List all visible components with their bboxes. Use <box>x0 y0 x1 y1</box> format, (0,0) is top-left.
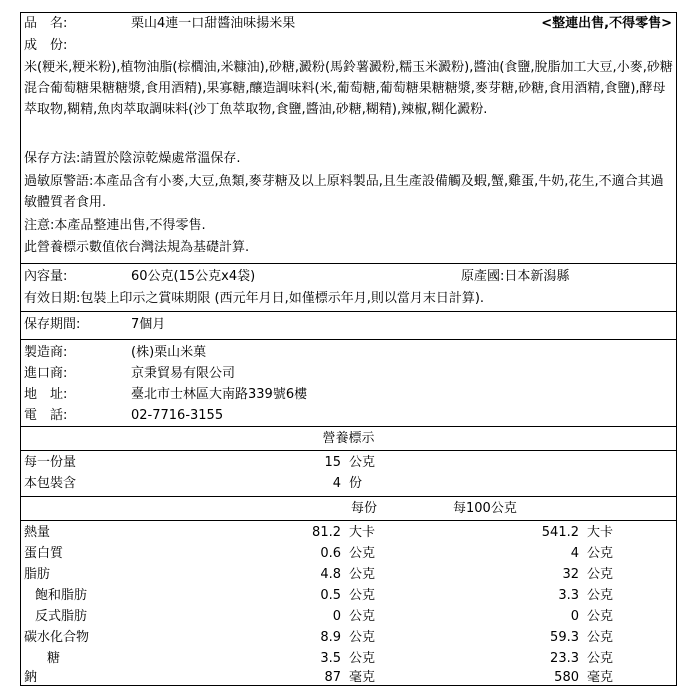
nutrient-name: 反式脂肪 <box>35 609 88 624</box>
nutrient-per-100g-value: 580 <box>554 670 579 685</box>
address-label: 地 址: <box>24 387 68 402</box>
nutrient-name: 碳水化合物 <box>24 630 90 645</box>
nutrient-per-serving-unit: 公克 <box>349 546 376 561</box>
nutrient-per-100g-unit: 公克 <box>587 651 614 666</box>
nutrient-per-100g-unit: 公克 <box>587 609 614 624</box>
column-per-100g: 每100公克 <box>453 501 517 516</box>
nutrient-per-serving-unit: 毫克 <box>349 670 376 685</box>
nutrient-per-serving-value: 8.9 <box>320 630 341 645</box>
divider <box>21 263 676 264</box>
nutrient-per-100g-unit: 毫克 <box>587 670 614 685</box>
nutrient-per-serving-value: 0 <box>332 609 341 624</box>
ingredients-label: 成 份: <box>24 38 68 53</box>
nutrient-per-100g-unit: 公克 <box>587 630 614 645</box>
nutrient-per-serving-unit: 公克 <box>349 630 376 645</box>
product-name-label: 品 名: <box>24 16 68 31</box>
importer-value: 京秉貿易有限公司 <box>131 366 236 381</box>
nutrient-per-100g-unit: 公克 <box>587 546 614 561</box>
nutrient-per-100g-value: 4 <box>570 546 579 561</box>
shelf-life-label: 保存期間: <box>24 317 81 332</box>
divider <box>21 520 676 521</box>
nutrition-basis-note: 此營養標示數值依台灣法規為基礎計算. <box>24 240 250 255</box>
phone-label: 電 話: <box>24 408 68 423</box>
nutrient-name: 飽和脂肪 <box>35 588 88 603</box>
nutrient-per-serving-unit: 公克 <box>349 609 376 624</box>
expiry-note: 有效日期:包裝上印示之賞味期限 (西元年月日,如僅標示年月,則以當月末日計算). <box>24 291 485 306</box>
attention-note: 注意:本產品整連出售,不得零售. <box>24 218 206 233</box>
servings-per-package-value: 4 <box>332 476 341 491</box>
importer-label: 進口商: <box>24 366 68 381</box>
nutrient-per-serving-value: 0.6 <box>320 546 341 561</box>
divider <box>21 450 676 451</box>
allergen-warning: 過敏原警語:本產品含有小麥,大豆,魚類,麥芽糖及以上原料製品,且生產設備觸及蝦,蟹,雞蛋,牛奶,花生,不適合其過敏體質者食用. <box>24 174 664 210</box>
phone-value: 02-7716-3155 <box>131 408 224 423</box>
nutrient-per-serving-value: 4.8 <box>320 567 341 582</box>
nutrition-title: 營養標示 <box>322 431 375 446</box>
product-name: 栗山4連一口甜醬油味揚米果 <box>131 16 296 31</box>
nutrient-per-100g-unit: 大卡 <box>587 525 614 540</box>
divider <box>21 311 676 312</box>
serving-size-unit: 公克 <box>349 455 376 470</box>
nutrient-name: 脂肪 <box>24 567 51 582</box>
storage-method: 保存方法:請置於陰涼乾燥處常溫保存. <box>24 151 241 166</box>
divider <box>21 339 676 340</box>
divider <box>21 496 676 497</box>
maker-label: 製造商: <box>24 345 68 360</box>
nutrient-per-serving-unit: 公克 <box>349 651 376 666</box>
servings-per-package-label: 本包裝含 <box>24 476 77 491</box>
serving-size-label: 每一份量 <box>24 455 77 470</box>
nutrient-per-100g-unit: 公克 <box>587 567 614 582</box>
nutrient-per-100g-value: 23.3 <box>550 651 579 666</box>
nutrient-per-serving-unit: 公克 <box>349 588 376 603</box>
nutrient-name: 鈉 <box>24 670 38 685</box>
nutrient-per-serving-value: 81.2 <box>312 525 341 540</box>
column-per-serving: 每份 <box>351 501 378 516</box>
nutrient-name: 糖 <box>47 651 61 666</box>
nutrient-per-100g-value: 59.3 <box>550 630 579 645</box>
nutrient-name: 熱量 <box>24 525 51 540</box>
content-label: 內容量: <box>24 269 68 284</box>
servings-per-package-unit: 份 <box>349 476 363 491</box>
nutrient-per-100g-value: 0 <box>570 609 579 624</box>
maker-value: (株)栗山米菓 <box>131 345 207 360</box>
nutrient-per-serving-unit: 公克 <box>349 567 376 582</box>
nutrient-per-serving-unit: 大卡 <box>349 525 376 540</box>
serving-size-value: 15 <box>324 455 341 470</box>
product-label <box>20 12 677 686</box>
nutrient-per-100g-unit: 公克 <box>587 588 614 603</box>
origin-country: 原產國:日本新潟縣 <box>461 269 570 284</box>
nutrient-per-serving-value: 3.5 <box>320 651 341 666</box>
nutrient-name: 蛋白質 <box>24 546 64 561</box>
content-value: 60公克(15公克x4袋) <box>131 269 256 284</box>
nutrient-per-100g-value: 541.2 <box>541 525 579 540</box>
sale-notice: <整連出售,不得零售> <box>541 16 672 31</box>
nutrient-per-100g-value: 3.3 <box>558 588 579 603</box>
nutrition-title-row <box>21 429 676 449</box>
nutrient-per-serving-value: 0.5 <box>320 588 341 603</box>
shelf-life-value: 7個月 <box>131 317 166 332</box>
divider <box>21 426 676 427</box>
nutrient-per-100g-value: 32 <box>562 567 579 582</box>
address-value: 臺北市士林區大南路339號6樓 <box>131 387 308 402</box>
nutrient-per-serving-value: 87 <box>324 670 341 685</box>
ingredients-text: 米(粳米,粳米粉),植物油脂(棕櫚油,米糠油),砂糖,澱粉(馬鈴薯澱粉,糯玉米澱粉),醬油(食鹽,脫脂加工大豆,小麥,砂糖混合葡萄糖果糖糖漿,食用酒精),果寡糖,釀造調味料(米,葡萄糖,葡萄糖果糖糖漿,麥芽糖,砂糖,食用酒精,食鹽),酵母萃取物,糊精,魚肉萃取調味料(沙丁魚萃取物,食鹽,醬油,砂糖,糊精),辣椒,糊化澱粉. <box>24 60 673 117</box>
